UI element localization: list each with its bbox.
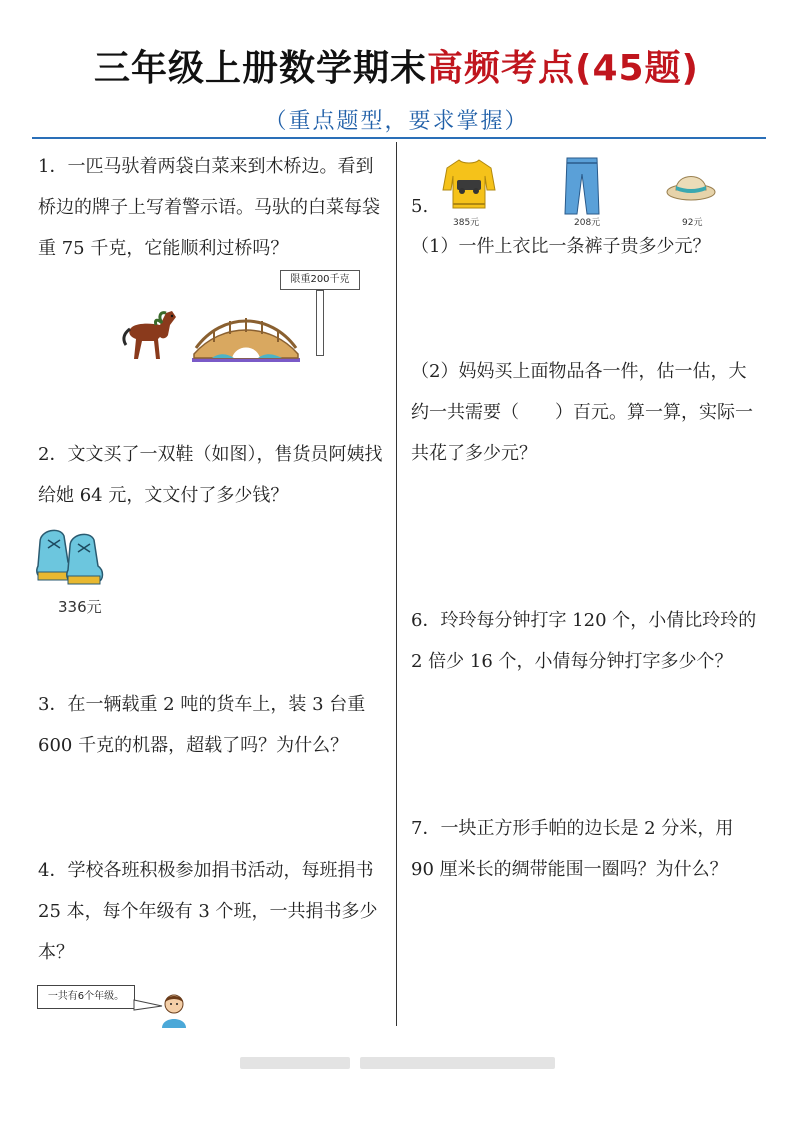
shoes-icon — [34, 522, 112, 588]
question-1: 1．一匹马驮着两袋白菜来到木桥边。看到桥边的牌子上写着警示语。马驮的白菜每袋重 75 千克，它能顺利过桥吗？ — [38, 156, 380, 259]
speech-bubble: 一共有6个年级。 — [37, 985, 135, 1009]
bridge-icon — [192, 308, 300, 362]
sign-pole — [316, 290, 324, 356]
weight-limit-sign: 限重200千克 — [280, 270, 360, 290]
question-3: 3．在一辆载重 2 吨的货车上，装 3 台重 600 千克的机器，超载了吗？为什么？ — [38, 694, 366, 756]
shoes-price: 336元 — [58, 598, 102, 616]
header-rule — [32, 137, 766, 139]
question-5-part-2: （2）妈妈买上面物品各一件，估一估，大约一共需要（ ）百元。算一算，实际一共花了多少元？ — [411, 361, 753, 464]
question-7: 7．一块正方形手帕的边长是 2 分米，用 90 厘米长的绸带能围一圈吗？为什么？ — [411, 818, 734, 880]
footer-watermark — [240, 1057, 350, 1069]
question-6: 6．玲玲每分钟打字 120 个，小倩比玲玲的 2 倍少 16 个，小倩每分钟打字多少个？ — [411, 610, 757, 672]
page-title — [0, 40, 793, 91]
footer-watermark-2 — [360, 1057, 555, 1069]
title-highlight: 高频考点(45题) — [427, 48, 700, 89]
question-4: 4．学校各班积极参加捐书活动，每班捐书 25 本，每个年级有 3 个班，一共捐书多少本？ — [38, 860, 378, 963]
question-5-label: 5. — [411, 196, 429, 217]
question-2: 2．文文买了一双鞋（如图），售货员阿姨找给她 64 元，文文付了多少钱？ — [38, 444, 383, 506]
question-5-part-1: （1）一件上衣比一条裤子贵多少元？ — [411, 236, 711, 257]
pants-price: 208元 — [574, 218, 601, 228]
boy-icon — [132, 992, 192, 1028]
hat-price: 92元 — [682, 218, 703, 228]
horse-icon — [120, 305, 182, 363]
sweater-price: 385元 — [453, 218, 480, 228]
title-main: 三年级上册数学期末 — [93, 48, 427, 89]
page-subtitle: （重点题型，要求掌握） — [264, 109, 529, 134]
column-divider — [396, 142, 397, 1026]
